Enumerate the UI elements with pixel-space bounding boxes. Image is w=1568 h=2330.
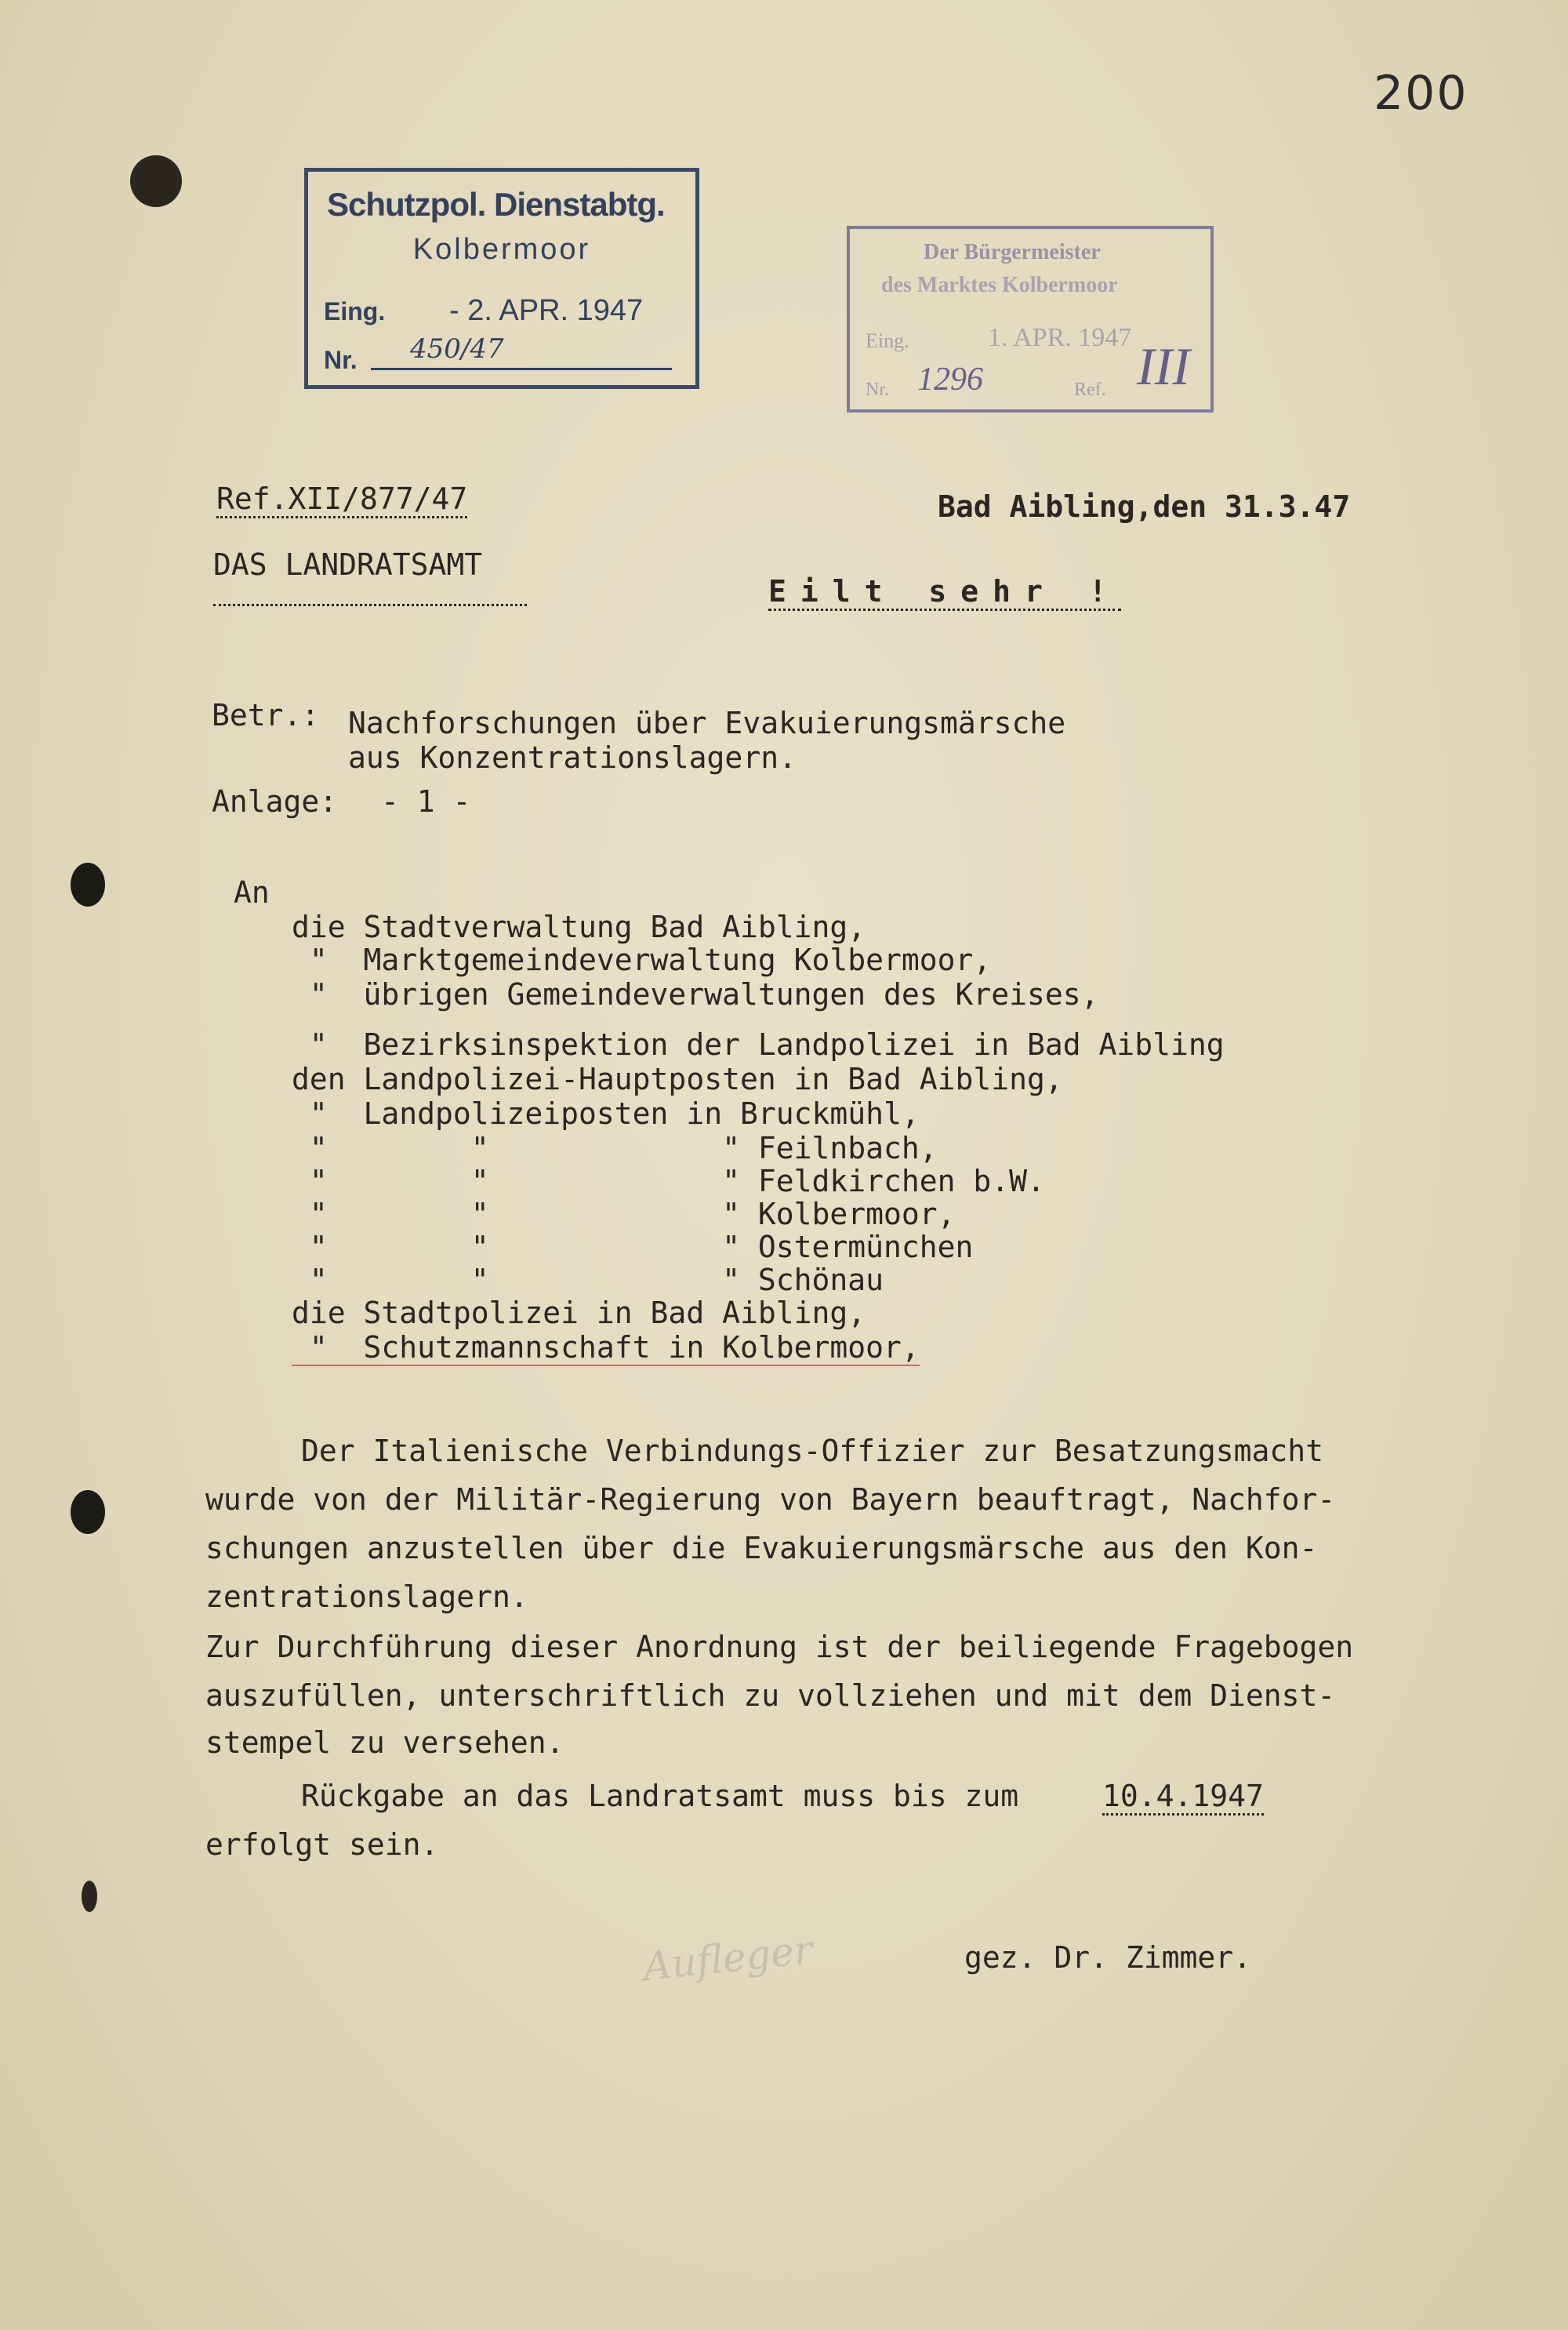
addressee-line: " " " Ostermünchen	[292, 1230, 974, 1264]
stamp-line-1: Der Bürgermeister	[924, 240, 1101, 264]
sender: DAS LANDRATSAMT	[213, 547, 483, 582]
attachment-value: - 1 -	[381, 784, 471, 819]
addressee-line: " " " Kolbermoor,	[292, 1197, 956, 1231]
signature: gez. Dr. Zimmer.	[964, 1940, 1252, 1975]
return-end: erfolgt sein.	[205, 1827, 439, 1862]
addressee-line: " Landpolizeiposten in Bruckmühl,	[292, 1096, 920, 1131]
body-line: Der Italienische Verbindungs-Offizier zur Besatzungsmacht	[301, 1434, 1324, 1468]
subject-label: Betr.:	[212, 698, 320, 732]
stamp-received-label: Eing.	[866, 329, 909, 352]
urgent-note: Eilt sehr !	[768, 574, 1121, 611]
stamp-received-date: - 2. APR. 1947	[449, 294, 644, 327]
body-line: stempel zu versehen.	[205, 1725, 564, 1760]
addressee-line: " " " Schönau	[292, 1263, 884, 1297]
stamp-title: Schutzpol. Dienstabtg.	[327, 186, 665, 223]
punch-hole-bottom	[71, 1490, 105, 1534]
stamp-ref-label: Ref.	[1074, 380, 1106, 400]
stamp-place: Kolbermoor	[412, 233, 591, 266]
addressee-line: " " " Feldkirchen b.W.	[292, 1164, 1045, 1198]
body-line: zentrationslagern.	[205, 1579, 528, 1614]
body-line: auszufüllen, unterschriftlich zu vollziehen und mit dem Dienst-	[205, 1678, 1336, 1713]
body-line: Zur Durchführung dieser Anordnung ist der beiliegende Fragebogen	[205, 1630, 1354, 1664]
police-received-stamp	[304, 168, 699, 389]
return-date: 10.4.1947	[1102, 1779, 1264, 1816]
stamp-ref-value: III	[1137, 336, 1190, 396]
subject-line-2: aus Konzentrationslagern.	[348, 740, 797, 775]
stamp-number-value: 450/47	[410, 333, 504, 365]
stamp-number-line	[371, 368, 672, 370]
stamp-received-date: 1. APR. 1947	[988, 323, 1132, 352]
addressee-line: " Marktgemeindeverwaltung Kolbermoor,	[292, 943, 992, 977]
return-instruction: Rückgabe an das Landratsamt muss bis zum	[301, 1779, 1019, 1813]
place-date: Bad Aibling,den 31.3.47	[938, 489, 1351, 524]
addressee-intro: An	[234, 875, 270, 910]
body-line: schungen anzustellen über die Evakuierungsmärsche aus den Kon-	[205, 1531, 1318, 1565]
addressee-line: " Bezirksinspektion der Landpolizei in Bad Aibling	[292, 1027, 1225, 1062]
stamp-line-2: des Marktes Kolbermoor	[881, 273, 1118, 297]
faint-handwritten-mark: Aufleger	[641, 1926, 815, 1990]
addressee-line: " übrigen Gemeindeverwaltungen des Kreises,	[292, 977, 1099, 1012]
punch-hole-top	[71, 863, 105, 907]
stamp-number-value: 1296	[917, 362, 983, 398]
attachment-label: Anlage:	[212, 784, 338, 819]
ink-blot	[130, 155, 182, 207]
stamp-received-label: Eing.	[324, 297, 386, 325]
reference-number: Ref.XII/877/47	[216, 482, 467, 518]
stamp-number-label: Nr.	[324, 346, 358, 374]
body-line: wurde von der Militär-Regierung von Bayern beauftragt, Nachfor-	[205, 1482, 1336, 1517]
addressee-line: " Schutzmannschaft in Kolbermoor,	[292, 1330, 920, 1365]
addressee-line: " " " Feilnbach,	[292, 1131, 938, 1165]
stamp-number-label: Nr.	[866, 380, 889, 400]
addressee-line: die Stadtverwaltung Bad Aibling,	[292, 910, 866, 944]
sender-underline	[213, 580, 527, 606]
addressee-line: die Stadtpolizei in Bad Aibling,	[292, 1296, 866, 1330]
addressee-line: den Landpolizei-Hauptposten in Bad Aibling,	[292, 1062, 1063, 1096]
ink-speck	[82, 1881, 97, 1912]
subject-line-1: Nachforschungen über Evakuierungsmärsche	[348, 706, 1066, 740]
page-number: 200	[1374, 66, 1468, 121]
mayor-received-stamp	[847, 226, 1214, 413]
